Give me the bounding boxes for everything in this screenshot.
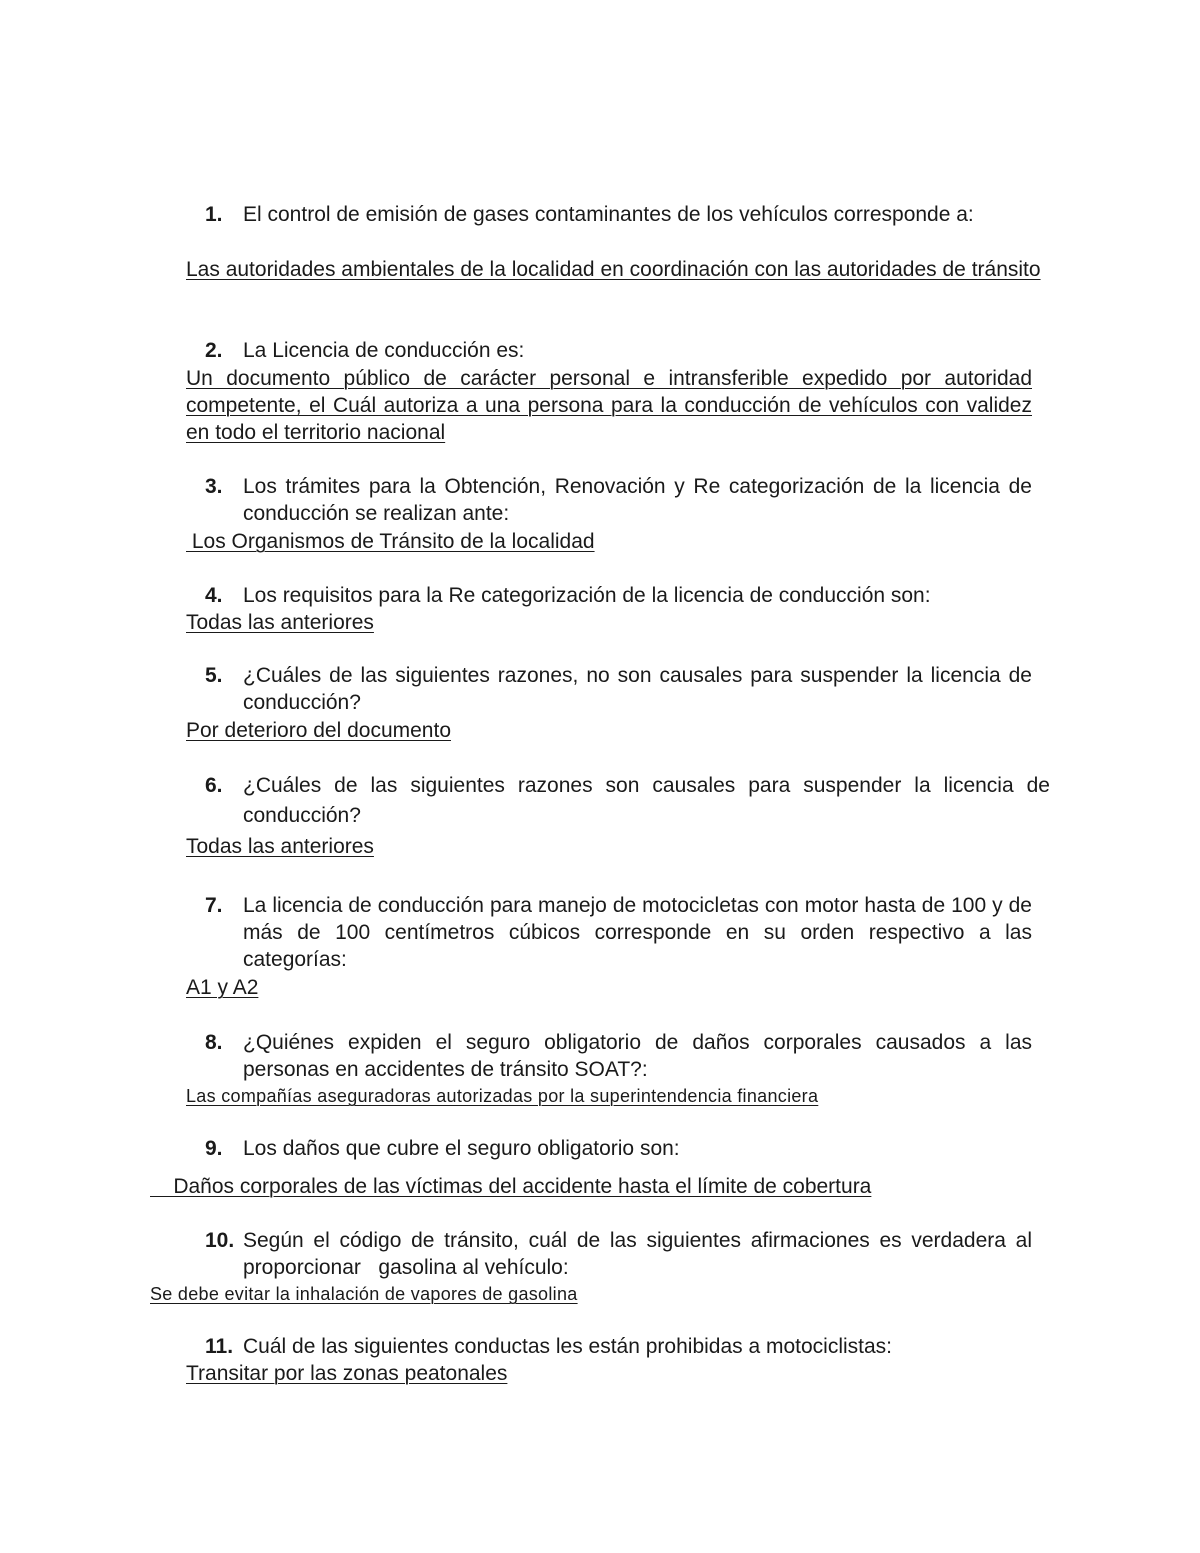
question-text: Según el código de tránsito, cuál de las siguientes afirmaciones es verdadera al proporcionar gasolina al vehículo: (243, 1229, 1038, 1279)
question-text: Cuál de las siguientes conductas les están prohibidas a motociclistas: (243, 1335, 893, 1358)
question-number: 7. (205, 894, 223, 917)
question-text: ¿Cuáles de las siguientes razones son causales para suspender la licencia de conducción? (243, 774, 1050, 827)
question-3 (205, 473, 1032, 527)
question-1 (205, 201, 1050, 228)
question-number: 5. (205, 664, 223, 687)
question-number: 8. (205, 1031, 223, 1054)
question-6 (205, 771, 1050, 831)
question-text: La licencia de conducción para manejo de motocicletas con motor hasta de 100 y de más de 100 centímetros cúbicos corresponde en su orden respectivo a las categorías: (243, 894, 1032, 971)
question-number: 4. (205, 584, 223, 607)
question-7 (205, 892, 1032, 973)
question-2 (205, 337, 1032, 364)
answer-5: Por deterioro del documento (186, 719, 451, 742)
question-text: Los daños que cubre el seguro obligatorio son: (243, 1137, 680, 1160)
question-text: Los trámites para la Obtención, Renovación y Re categorización de la licencia de conducción se realizan ante: (243, 475, 1032, 525)
question-9 (205, 1135, 1050, 1162)
question-10 (205, 1227, 1038, 1281)
answer-3: Los Organismos de Tránsito de la localidad (186, 530, 595, 553)
question-text: El control de emisión de gases contaminantes de los vehículos corresponde a: (243, 203, 974, 226)
question-number: 9. (205, 1137, 223, 1160)
answer-11: Transitar por las zonas peatonales (186, 1362, 508, 1385)
question-number: 10. (205, 1229, 235, 1252)
answer-4: Todas las anteriores (186, 611, 374, 634)
question-text: La Licencia de conducción es: (243, 339, 525, 362)
question-8 (205, 1029, 1032, 1083)
answer-8: Las compañías aseguradoras autorizadas por la superintendencia financiera (186, 1086, 819, 1106)
question-number: 11. (205, 1335, 234, 1358)
question-text: Los requisitos para la Re categorización de la licencia de conducción son: (243, 584, 931, 607)
question-number: 1. (205, 203, 223, 226)
answer-2: Un documento público de carácter personal e intransferible expedido por autoridad competente, el Cuál autoriza a una persona para la conducción de vehículos con validez en todo el territorio nacional (186, 367, 1032, 444)
question-number: 6. (205, 774, 223, 797)
answer-10: Se debe evitar la inhalación de vapores de gasolina (150, 1284, 578, 1304)
question-5 (205, 662, 1032, 716)
answer-6: Todas las anteriores (186, 835, 374, 858)
answer-9: Daños corporales de las víctimas del accidente hasta el límite de cobertura (150, 1175, 872, 1198)
question-text: ¿Quiénes expiden el seguro obligatorio de daños corporales causados a las personas en accidentes de tránsito SOAT?: (243, 1031, 1032, 1081)
answer-7: A1 y A2 (186, 976, 259, 999)
question-4 (205, 582, 1050, 609)
question-11 (205, 1333, 1050, 1360)
question-text: ¿Cuáles de las siguientes razones, no son causales para suspender la licencia de conducción? (243, 664, 1032, 714)
question-number: 3. (205, 475, 223, 498)
question-number: 2. (205, 339, 223, 362)
answer-1: Las autoridades ambientales de la localidad en coordinación con las autoridades de tránsito (186, 258, 1041, 281)
